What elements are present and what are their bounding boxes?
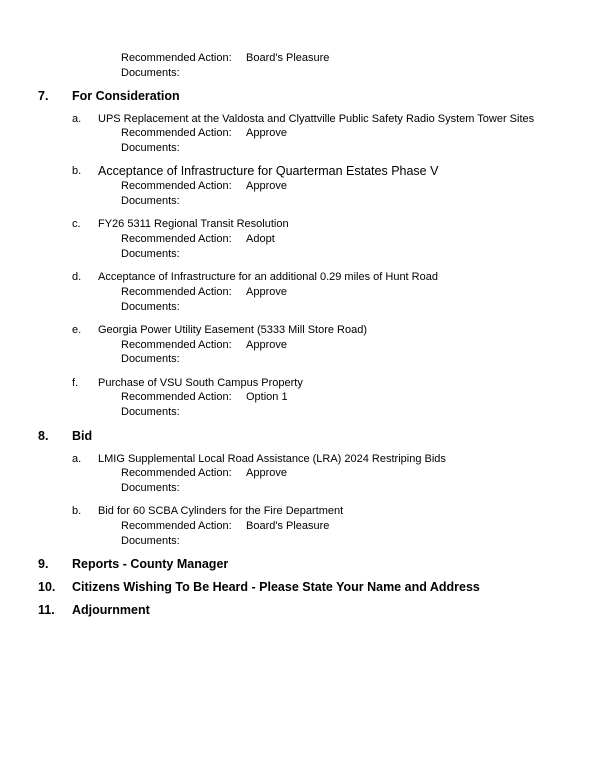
- item-7b-action-label: Recommended Action:: [121, 180, 232, 192]
- item-8b-documents-label: Documents:: [121, 535, 180, 547]
- item-7f-documents-label: Documents:: [121, 406, 180, 418]
- lead-documents-label: Documents:: [121, 67, 180, 79]
- item-7d-letter: d.: [72, 271, 82, 283]
- item-7e-action-label: Recommended Action:: [121, 339, 232, 351]
- item-7b-action-value: Approve: [246, 180, 287, 192]
- item-7d-title: Acceptance of Infrastructure for an additional 0.29 miles of Hunt Road: [98, 271, 438, 283]
- lead-action-label: Recommended Action:: [121, 52, 232, 64]
- section-10-number: 10.: [38, 580, 56, 594]
- section-9-number: 9.: [38, 557, 49, 571]
- section-7-number: 7.: [38, 89, 49, 103]
- item-7c-title: FY26 5311 Regional Transit Resolution: [98, 218, 289, 230]
- item-8a-letter: a.: [72, 453, 82, 465]
- section-11-number: 11.: [38, 603, 55, 617]
- item-7b-documents-label: Documents:: [121, 195, 180, 207]
- item-7a-action-value: Approve: [246, 127, 287, 139]
- item-7a-documents-label: Documents:: [121, 142, 180, 154]
- item-7d-documents-label: Documents:: [121, 301, 180, 313]
- item-7d-action-label: Recommended Action:: [121, 286, 232, 298]
- section-10-title: Citizens Wishing To Be Heard - Please State Your Name and Address: [72, 580, 480, 594]
- item-7e-action-value: Approve: [246, 339, 287, 351]
- item-7d-action-value: Approve: [246, 286, 287, 298]
- item-7f-letter: f.: [72, 377, 79, 389]
- section-11-title: Adjournment: [72, 603, 150, 617]
- item-7c-letter: c.: [72, 218, 81, 230]
- item-7a-letter: a.: [72, 113, 82, 125]
- item-7f-title: Purchase of VSU South Campus Property: [98, 377, 303, 389]
- item-7e-documents-label: Documents:: [121, 353, 180, 365]
- section-9-title: Reports - County Manager: [72, 557, 229, 571]
- item-8a-title: LMIG Supplemental Local Road Assistance (LRA) 2024 Restriping Bids: [98, 453, 446, 465]
- item-7e-letter: e.: [72, 324, 82, 336]
- item-8b-title: Bid for 60 SCBA Cylinders for the Fire Department: [98, 505, 344, 517]
- item-7e-title: Georgia Power Utility Easement (5333 Mill Store Road): [98, 324, 368, 336]
- item-7c-action-value: Adopt: [246, 233, 275, 245]
- item-8a-action-label: Recommended Action:: [121, 467, 232, 479]
- section-7-title: For Consideration: [72, 89, 180, 103]
- item-7c-documents-label: Documents:: [121, 248, 180, 260]
- item-7f-action-label: Recommended Action:: [121, 391, 232, 403]
- item-8a-documents-label: Documents:: [121, 482, 180, 494]
- item-8b-action-label: Recommended Action:: [121, 520, 232, 532]
- lead-action-value: Board's Pleasure: [246, 52, 330, 64]
- item-7b-letter: b.: [72, 165, 82, 177]
- item-7a-title: UPS Replacement at the Valdosta and Clyattville Public Safety Radio System Tower Sites: [98, 113, 535, 125]
- item-8a-action-value: Approve: [246, 467, 287, 479]
- item-7b-title: Acceptance of Infrastructure for Quarterman Estates Phase V: [98, 164, 439, 178]
- section-8-number: 8.: [38, 429, 49, 443]
- item-8b-letter: b.: [72, 505, 82, 517]
- item-7a-action-label: Recommended Action:: [121, 127, 232, 139]
- item-7f-action-value: Option 1: [246, 391, 288, 403]
- section-8-title: Bid: [72, 429, 93, 443]
- item-8b-action-value: Board's Pleasure: [246, 520, 330, 532]
- item-7c-action-label: Recommended Action:: [121, 233, 232, 245]
